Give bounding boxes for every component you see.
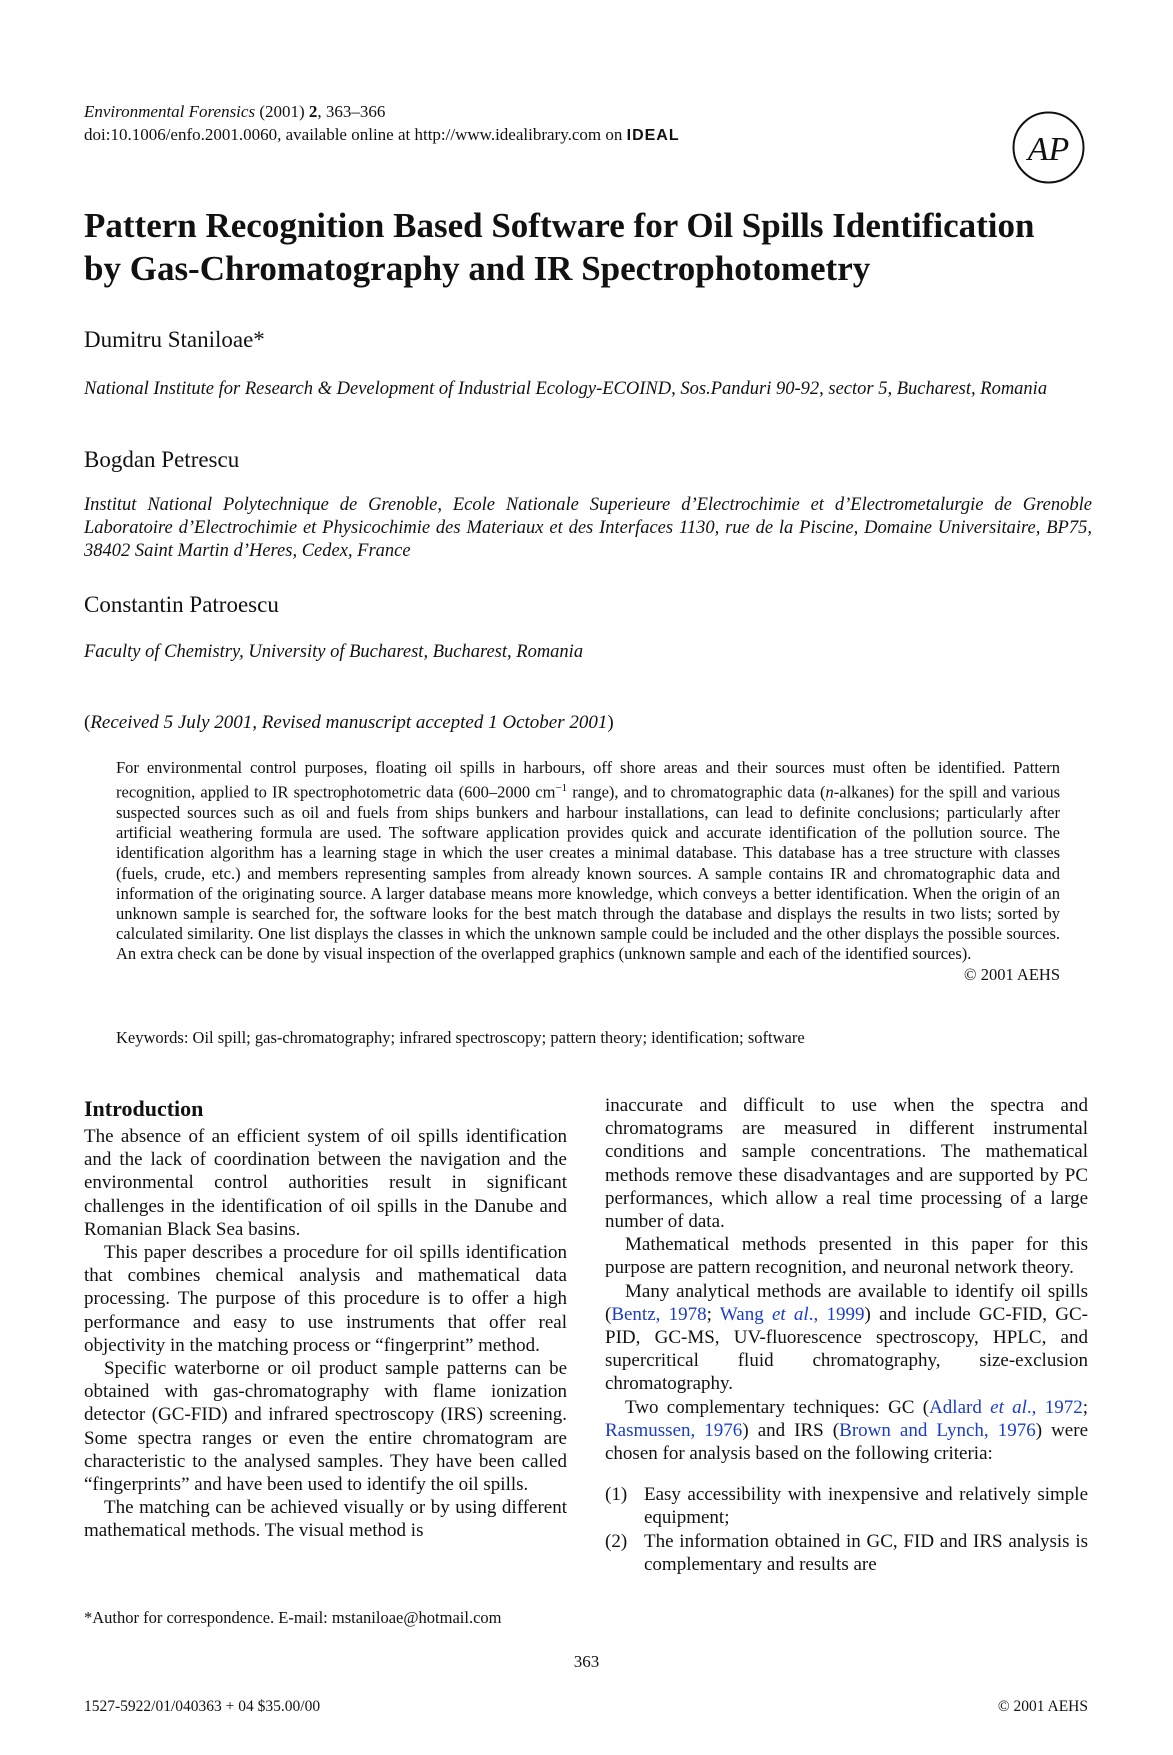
citation-link-adlard[interactable]: Adlard et al., 1972 — [929, 1396, 1083, 1418]
abstract-text: For environmental control purposes, floating oil spills in harbours, off shore areas and their sources must often be identified. Pattern recognition, applied to IR spectrophotometric data (600–2000 $cm^{-1}$ range), and to chromatographic data (n-alkanes) for the spill and various suspected sources such as oil and fuels from ships bunkers and harbour installations, can lead to definite conclusions; particularly after artificial weathering formula are used. The software application provides quick and accurate identification of the pollution source. The identification algorithm has a learning stage in which the user creates a minimal database. This database has a tree structure with classes (fuels, crude, etc.) and members representing samples from already known sources. A sample contains IR and chromatographic data and information of the originating source. A larger database means more knowledge, which conveys a better identification. When the origin of an unknown sample is searched for, the software looks for the best match through the database and displays the results in two lists; sorted by calculated similarity. One list displays the classes in which the unknown sample could be included and the other displays the possible sources. An extra check can be done by visual inspection of the overlapped graphics (unknown sample and each of the identified sources). © 2001 AEHS — [116, 758, 1060, 984]
publisher-logo-text: AP — [1027, 131, 1070, 168]
author-name: Dumitru Staniloae* — [84, 327, 265, 352]
received-text: Received 5 July 2001, Revised manuscript accepted 1 October 2001 — [90, 712, 608, 733]
citation-link-rasmussen[interactable]: Rasmussen, 1976 — [605, 1419, 743, 1441]
paragraph: This paper describes a procedure for oil spills identification that combines chemical analysis and mathematical data processing. The purpose of this procedure is to offer a high performance and easy to use instruments that offer real objectivity in the matching process or “fingerprint” method. — [84, 1242, 567, 1356]
journal-volume: 2 — [308, 102, 318, 121]
paragraph: Mathematical methods presented in this paper for this purpose are pattern recognition, and neuronal network theory. — [605, 1234, 1088, 1279]
author-affiliation: Faculty of Chemistry, University of Bucharest, Bucharest, Romania — [84, 642, 584, 662]
author-affiliation: National Institute for Research & Development of Industrial Ecology-ECOIND, Sos.Panduri 90-92, sector 5, Bucharest, Romania — [84, 379, 1048, 399]
citation-link-wang[interactable]: Wang et al., 1999 — [719, 1303, 865, 1325]
list-item — [605, 1530, 1088, 1576]
abstract — [116, 758, 1060, 985]
keywords: Keywords: Oil spill; gas-chromatography; infrared spectroscopy; pattern theory; identification; software — [116, 1028, 805, 1047]
citation-link-brown[interactable]: Brown and Lynch, 1976 — [839, 1419, 1036, 1441]
paragraph: Two complementary techniques: GC (Adlard et al., 1972; Rasmussen, 1976) and IRS (Brown and Lynch, 1976) were chosen for analysis based on the following criteria: — [605, 1396, 1088, 1465]
left-column — [84, 1125, 567, 1543]
footer-copyright: © 2001 AEHS — [997, 1698, 1088, 1715]
doi-line — [84, 123, 984, 147]
journal-header — [84, 100, 984, 147]
section-heading: Introduction — [84, 1096, 204, 1121]
list-item — [605, 1483, 1088, 1529]
footer-code: 1527-5922/01/040363 + 04 $35.00/00 — [84, 1698, 321, 1715]
list-text: Easy accessibility with inexpensive and relatively simple equipment; — [644, 1484, 1088, 1529]
list-number: (2) — [605, 1530, 628, 1552]
received-dates: (Received 5 July 2001, Revised manuscript accepted 1 October 2001) — [84, 712, 614, 733]
ideal-logo: IDEAL — [626, 127, 680, 144]
doi-text: doi:10.1006/enfo.2001.0060, available online at http://www.idealibrary.com on — [84, 125, 623, 144]
author-affiliation: Institut National Polytechnique de Grenoble, Ecole Nationale Superieure d’Electrochimie et d’Electrometalurgie de Grenoble Laboratoire d’Electrochimie et Physicochimie des Materiaux et des Interfaces 1130, rue de la Piscine, Domaine Universitaire, BP75, 38402 Saint Martin d’Heres, Cedex, France — [84, 495, 1092, 561]
citation-line — [84, 100, 984, 123]
paragraph: Many analytical methods are available to identify oil spills (Bentz, 1978; Wang et al., 1999) and include GC-FID, GC-PID, GC-MS, UV-fluorescence spectroscopy, HPLC, and supercritical fluid chromatography, size-exclusion chromatography. — [605, 1280, 1088, 1395]
abstract-copyright: © 2001 AEHS — [964, 964, 1060, 984]
author-name: Bogdan Petrescu — [84, 447, 240, 472]
paragraph: Specific waterborne or oil product sample patterns can be obtained with gas-chromatography with flame ionization detector (GC-FID) and infrared spectroscopy (IRS) screening. Some spectra ranges or even the entire chromatogram are characteristic to the analysed samples. They have been called “fingerprints” and have been used to identify the oil spills. — [84, 1358, 567, 1496]
journal-pages: , 363–366 — [317, 102, 386, 121]
list-number: (1) — [605, 1484, 628, 1506]
citation-link-bentz[interactable]: Bentz, 1978 — [611, 1303, 707, 1325]
ap-logo-icon — [1011, 110, 1086, 185]
list-text: The information obtained in GC, FID and IRS analysis is complementary and results are — [644, 1530, 1088, 1575]
right-column — [605, 1094, 1088, 1576]
page-number: 363 — [573, 1652, 600, 1671]
paragraph: inaccurate and difficult to use when the spectra and chromatograms are measured in different instrumental conditions and sample concentrations. The mathematical methods remove these disadvantages and are supported by PC performances, which allow a real time processing of a large number of data. — [605, 1095, 1088, 1233]
title-line-1: Pattern Recognition Based Software for Oil Spills Identification — [84, 206, 1035, 245]
title-line-2: by Gas-Chromatography and IR Spectrophotometry — [84, 249, 871, 288]
correspondence-footnote: *Author for correspondence. E-mail: mstaniloae@hotmail.com — [84, 1608, 502, 1627]
journal-year: (2001) — [259, 102, 305, 121]
paragraph: The matching can be achieved visually or by using different mathematical methods. The visual method is — [84, 1497, 567, 1542]
paper-title — [84, 204, 1094, 290]
author-name: Constantin Patroescu — [84, 592, 279, 617]
journal-name: Environmental Forensics — [84, 102, 256, 121]
paragraph: The absence of an efficient system of oil spills identification and the lack of coordination between the navigation and the environmental control authorities result in significant challenges in the identification of oil spills in the Danube and Romanian Black Sea basins. — [84, 1126, 567, 1240]
